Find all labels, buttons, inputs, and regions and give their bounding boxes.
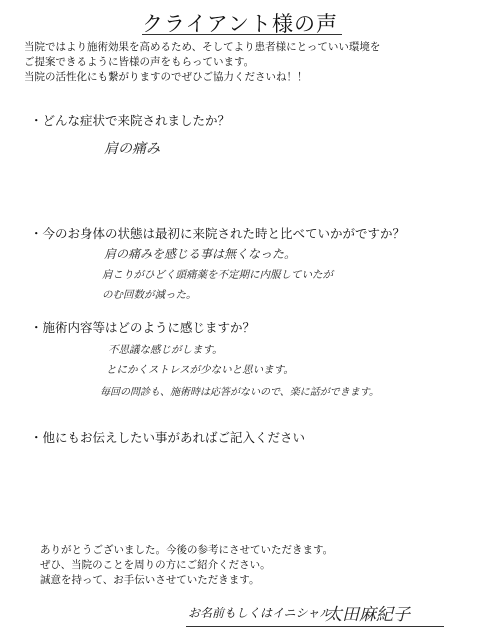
closing-line: 誠意を持って、お手伝いさせていただきます。 (40, 574, 260, 586)
page-title: クライアント様の声 (142, 12, 338, 36)
title-underline (142, 34, 342, 35)
question-symptom: ・どんな症状で来院されましたか？ (30, 113, 231, 128)
intro-line: 当院の活性化にも繋がりますのでぜひご協力くださいね！！ (24, 71, 308, 83)
signature-line (186, 626, 444, 627)
signature-label: お名前もしくはイニシャル (188, 606, 332, 620)
closing-line: ぜひ、当院のことを周りの方にご紹介ください。 (40, 559, 271, 571)
closing-text (40, 543, 460, 588)
intro-text (24, 40, 464, 85)
answer-treatment-line: とにかくストレスが少ないと思います。 (106, 364, 294, 376)
answer-condition-line: のむ回数が減った。 (102, 289, 197, 301)
closing-line: ありがとうございました。今後の参考にさせていただきます。 (40, 544, 334, 556)
answer-condition-line: 肩こりがひどく頭痛薬を不定期に内服していたが (102, 269, 333, 281)
answer-treatment-line: 不思議な感じがします。 (108, 344, 223, 356)
question-other: ・他にもお伝えしたい事があればご記入ください (30, 430, 306, 445)
answer-treatment-line: 毎回の問診も、施術時は応答がないので、楽に話ができます。 (100, 387, 379, 398)
question-condition: ・今のお身体の状態は最初に来院された時と比べていかがですか？ (30, 226, 406, 241)
signature-name: 太田麻紀子 (325, 605, 410, 625)
intro-line: ご提案できるように皆様の声をもらっています。 (24, 56, 255, 68)
intro-line: 当院ではより施術効果を高めるため、そしてより患者様にとっていい環境を (24, 41, 381, 53)
answer-symptom: 肩の痛み (104, 141, 160, 157)
answer-condition-line: 肩の痛みを感じる事は無くなった。 (104, 247, 297, 261)
question-treatment: ・施術内容等はどのように感じますか？ (30, 320, 256, 335)
